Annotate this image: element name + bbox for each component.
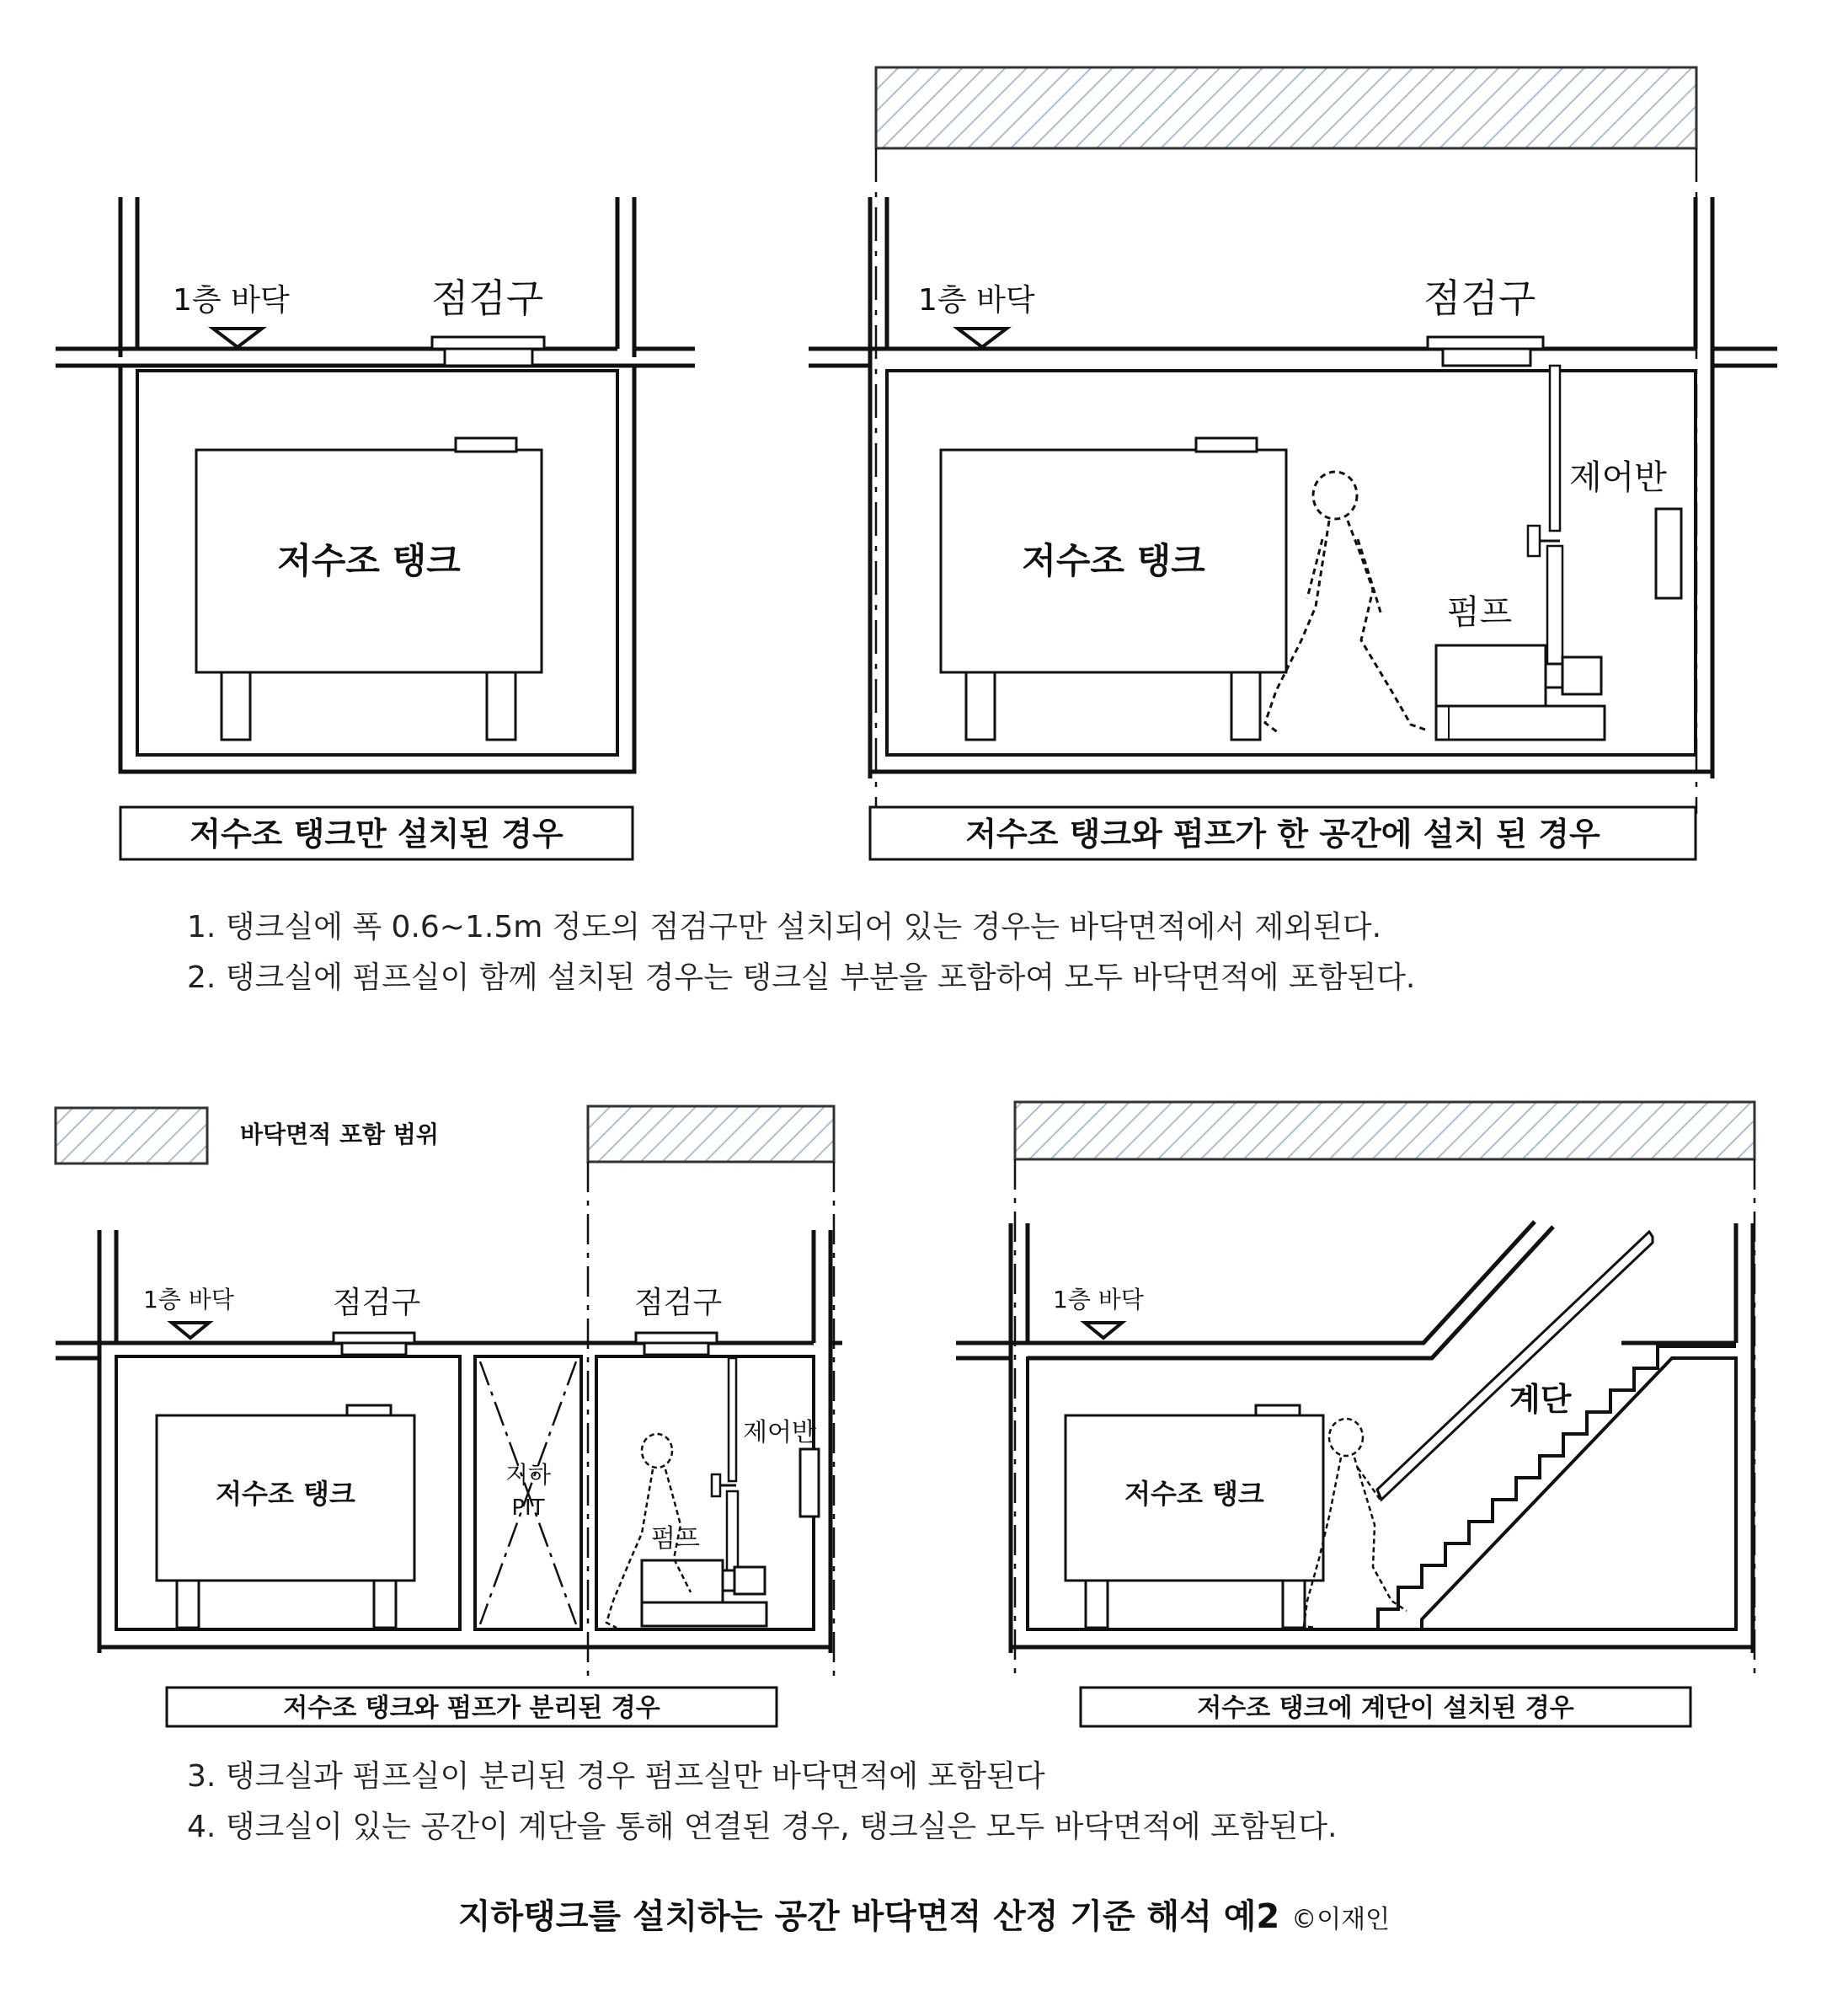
tank-leg bbox=[966, 672, 995, 740]
floor-label: 1층 바닥 bbox=[143, 1286, 234, 1313]
tank-label: 저수조 탱크 bbox=[216, 1478, 355, 1510]
diagram-caption: 저수조 탱크에 계단이 설치된 경우 bbox=[1197, 1693, 1574, 1723]
floor-level-marker bbox=[172, 1323, 209, 1338]
pump-base bbox=[642, 1602, 766, 1626]
pit-label: 지하 bbox=[505, 1461, 552, 1489]
floor-level-marker bbox=[213, 329, 262, 347]
tank-label: 저수조 탱크 bbox=[1124, 1478, 1264, 1510]
tank-leg bbox=[374, 1581, 396, 1628]
floor-label: 1층 바닥 bbox=[173, 283, 290, 318]
floor-level-marker bbox=[1085, 1323, 1122, 1338]
note-2: 2. 탱크실에 펌프실이 함께 설치된 경우는 탱크실 부분을 포함하여 모두 바닥면적에 포함된다. bbox=[187, 960, 1416, 995]
control-panel bbox=[800, 1449, 819, 1517]
diagram-caption: 저수조 탱크와 펌프가 분리된 경우 bbox=[283, 1693, 660, 1723]
floor-label: 1층 바닥 bbox=[918, 283, 1035, 318]
figure-caption bbox=[0, 1890, 1848, 1938]
pump-body bbox=[642, 1560, 723, 1602]
note-4: 4. 탱크실이 있는 공간이 계단을 통해 연결된 경우, 탱크실은 모두 바닥면적에 포함된다. bbox=[187, 1810, 1338, 1844]
pipe bbox=[729, 1358, 736, 1481]
inspection-label: 점검구 bbox=[431, 275, 544, 321]
pump-label: 펌프 bbox=[651, 1524, 700, 1554]
pump-label: 펌프 bbox=[1447, 593, 1513, 632]
note-1: 1. 탱크실에 폭 0.6~1.5m 정도의 점검구만 설치되어 있는 경우는 바닥면적에서 제외된다. bbox=[187, 910, 1382, 944]
inspection-label: 점검구 bbox=[1423, 275, 1536, 321]
inspection-hatch bbox=[432, 337, 544, 349]
stairs-label: 계단 bbox=[1509, 1381, 1572, 1418]
figure-credit: ©이재인 bbox=[1291, 1905, 1391, 1934]
legend-label: 바닥면적 포함 범위 bbox=[240, 1121, 439, 1148]
tank-leg bbox=[177, 1581, 199, 1628]
diagram-caption: 저수조 탱크만 설치된 경우 bbox=[190, 816, 563, 853]
figure-title: 지하탱크를 설치하는 공간 바닥면적 산정 기준 해석 예2 bbox=[457, 1897, 1280, 1936]
floor-area-hatch bbox=[588, 1106, 834, 1162]
pump-base bbox=[1436, 706, 1605, 740]
tank-label: 저수조 탱크 bbox=[1022, 540, 1205, 581]
legend-hatch-swatch bbox=[56, 1108, 207, 1163]
inspection-hatch bbox=[636, 1333, 717, 1343]
pump-body bbox=[1436, 645, 1546, 706]
tank-label: 저수조 탱크 bbox=[277, 540, 461, 581]
note-3: 3. 탱크실과 펌프실이 분리된 경우 펌프실만 바닥면적에 포함된다 bbox=[187, 1759, 1045, 1794]
legend bbox=[56, 1108, 207, 1163]
tank-leg bbox=[1086, 1581, 1108, 1628]
inspection-label: 점검구 bbox=[634, 1286, 723, 1320]
tank-leg bbox=[1283, 1581, 1305, 1628]
floor-area-hatch bbox=[876, 67, 1696, 148]
tank-leg bbox=[1231, 672, 1260, 740]
diagram-caption: 저수조 탱크와 펌프가 한 공간에 설치 된 경우 bbox=[965, 816, 1600, 853]
inspection-label: 점검구 bbox=[333, 1286, 421, 1320]
person-walking-icon bbox=[1265, 472, 1425, 733]
pipe bbox=[1550, 366, 1560, 531]
floor-level-marker bbox=[958, 329, 1007, 347]
control-panel-label: 제어반 bbox=[1569, 458, 1667, 497]
stairs-handrail bbox=[1377, 1232, 1653, 1500]
control-panel-label: 제어반 bbox=[743, 1418, 816, 1447]
diagram-tank-with-stairs bbox=[956, 1102, 1755, 1726]
inspection-hatch bbox=[334, 1333, 414, 1343]
control-panel bbox=[1656, 509, 1681, 598]
tank-leg bbox=[222, 672, 250, 740]
inspection-hatch bbox=[1428, 337, 1543, 349]
diagram-tank-only bbox=[56, 197, 695, 859]
tank-leg bbox=[487, 672, 515, 740]
pit-label: PIT bbox=[511, 1495, 545, 1521]
stairs-stringer bbox=[1422, 1358, 1736, 1629]
floor-label: 1층 바닥 bbox=[1053, 1286, 1144, 1313]
floor-area-hatch bbox=[1015, 1102, 1755, 1159]
diagram-tank-and-pump-separated bbox=[56, 1106, 842, 1726]
